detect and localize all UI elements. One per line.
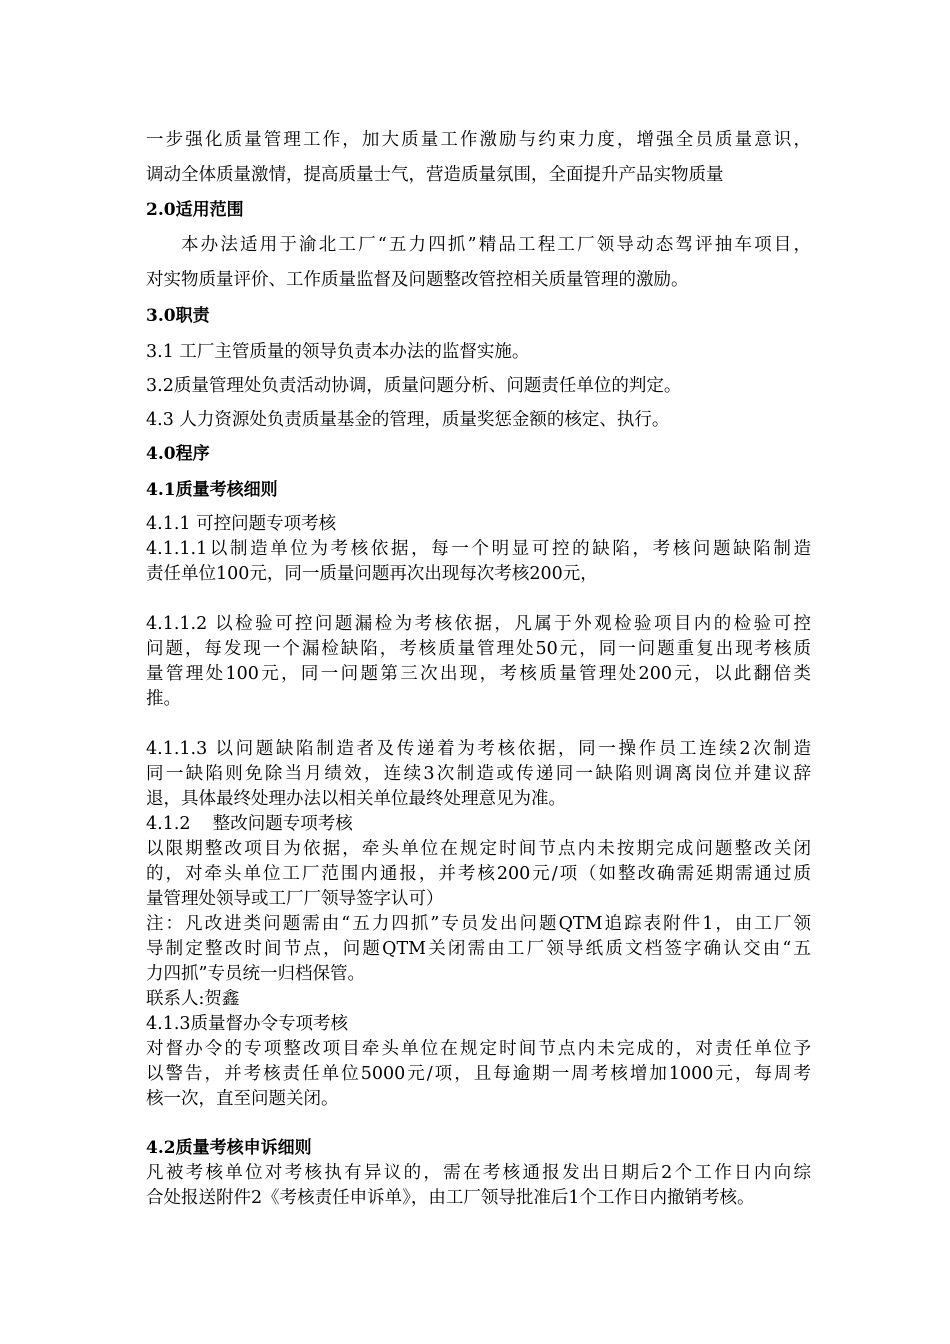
rule-4-1-1-1-line-1: 4.1.1.1以制造单位为考核依据，每一个明显可控的缺陷，考核问题缺陷制造 <box>146 539 811 559</box>
rule-4-1-1-3-line-3: 退，具体最终处理办法以相关单位最终处理意见为准。 <box>146 789 566 809</box>
rule-4-1-1-2-line-1: 4.1.1.2 以检验可控问题漏检为考核依据，凡属于外观检验项目内的检验可控 <box>146 614 811 634</box>
duty-item-1: 3.1 工厂主管质量的领导负责本办法的监督实施。 <box>146 342 530 362</box>
rule-4-1-1-2-line-4: 推。 <box>146 689 181 709</box>
intro-line-2: 调动全体质量激情，提高质量士气，营造质量氛围，全面提升产品实物质量 <box>146 165 724 185</box>
rule-4-1-2-line-2: 的，对牵头单位工厂范围内通报，并考核200元/项（如整改确需延期需通过质 <box>146 864 811 884</box>
appeal-line-2: 合处报送附件2《考核责任申诉单》，由工厂领导批准后1个工作日内撤销考核。 <box>146 1188 755 1208</box>
rule-4-1-2-line-1: 以限期整改项目为依据，牵头单位在规定时间节点内未按期完成问题整改关闭 <box>146 839 811 859</box>
rule-4-1-3-line-1: 对督办令的专项整改项目牵头单位在规定时间节点内未完成的，对责任单位予 <box>146 1039 811 1059</box>
note-line-3: 力四抓”专员统一归档保管。 <box>146 964 365 984</box>
rule-4-1-3-title: 4.1.3质量督办令专项考核 <box>146 1014 349 1034</box>
appeal-line-1: 凡被考核单位对考核执有异议的，需在考核通报发出日期后2个工作日内向综 <box>146 1163 811 1183</box>
rule-4-1-3-line-3: 核一次，直至问题关闭。 <box>146 1089 339 1109</box>
subsection-heading-appeal: 4.2质量考核申诉细则 <box>146 1138 312 1158</box>
note-line-1: 注：凡改进类问题需由“五力四抓”专员发出问题QTM追踪表附件1，由工厂领 <box>146 914 811 934</box>
scope-line-1: 本办法适用于渝北工厂“五力四抓”精品工程工厂领导动态驾评抽车项目， <box>181 235 811 255</box>
duty-item-3: 4.3 人力资源处负责质量基金的管理，质量奖惩金额的核定、执行。 <box>146 410 670 430</box>
rule-4-1-1-3-line-1: 4.1.1.3 以问题缺陷制造者及传递着为考核依据，同一操作员工连续2次制造 <box>146 739 811 759</box>
note-line-2: 导制定整改时间节点，问题QTM关闭需由工厂领导纸质文档签字确认交由“五 <box>146 939 811 959</box>
rule-4-1-1-2-line-3: 量管理处100元，同一问题第三次出现，考核质量管理处200元，以此翻倍类 <box>146 664 811 684</box>
rule-4-1-2-line-3: 量管理处领导或工厂厂领导签字认可） <box>146 889 444 909</box>
rule-4-1-1-3-line-2: 同一缺陷则免除当月绩效，连续3次制造或传递同一缺陷则调离岗位并建议辞 <box>146 764 811 784</box>
subsection-heading-assessment: 4.1质量考核细则 <box>146 480 278 500</box>
rule-4-1-3-line-2: 以警告，并考核责任单位5000元/项，且每逾期一周考核增加1000元，每周考 <box>146 1064 811 1084</box>
section-heading-procedure: 4.0程序 <box>146 444 210 464</box>
section-heading-duties: 3.0职责 <box>146 306 210 326</box>
intro-line-1: 一步强化质量管理工作，加大质量工作激励与约束力度，增强全员质量意识， <box>146 130 811 150</box>
rule-4-1-1-title: 4.1.1 可控问题专项考核 <box>146 514 337 534</box>
duty-item-2: 3.2质量管理处负责活动协调，质量问题分析、问题责任单位的判定。 <box>146 376 682 396</box>
section-heading-scope: 2.0适用范围 <box>146 200 244 220</box>
rule-4-1-2-title: 4.1.2 整改问题专项考核 <box>146 814 353 834</box>
rule-4-1-1-1-line-2: 责任单位100元，同一质量问题再次出现每次考核200元， <box>146 564 598 584</box>
scope-line-2: 对实物质量评价、工作质量监督及问题整改管控相关质量管理的激励。 <box>146 270 689 290</box>
contact-person: 联系人:贺鑫 <box>146 989 240 1009</box>
rule-4-1-1-2-line-2: 问题，每发现一个漏检缺陷，考核质量管理处50元，同一问题重复出现考核质 <box>146 639 811 659</box>
